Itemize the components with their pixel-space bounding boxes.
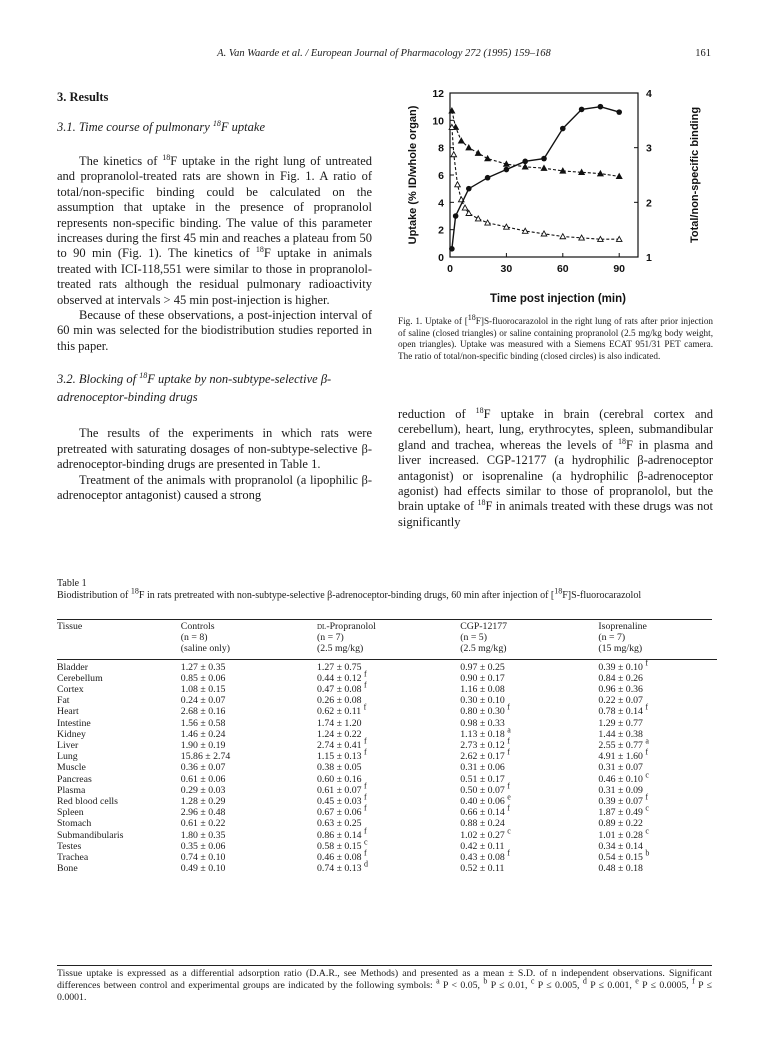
table-row — [57, 662, 717, 673]
table-row — [57, 684, 717, 695]
value-cell: 0.98 ± 0.33 — [460, 717, 505, 729]
value-cell: 2.55 ± 0.77 $^a$ — [598, 736, 649, 752]
value-cell: 2.73 ± 0.12 $^f$ — [460, 736, 510, 752]
x-tick-label: 90 — [613, 263, 626, 275]
column-header — [57, 632, 181, 643]
tissue-cell: Plasma — [57, 784, 86, 796]
value-cell: 0.74 ± 0.13 $^d$ — [316, 860, 368, 875]
value-cell: 1.01 ± 0.28 $^c$ — [598, 826, 649, 841]
table-title: Biodistribution of $^{18}$F in rats pretreated with non-subtype-selective β-adrenoceptor-binding drugs, 60 min after injection of [$^{18}$F]S-fluorocarazolol — [57, 586, 642, 601]
column-header: (n = 7) — [598, 632, 626, 644]
value-cell: 1.27 ± 0.35 — [180, 661, 226, 673]
data-point-circle — [598, 104, 604, 110]
value-cell: 1.90 ± 0.19 — [180, 740, 226, 752]
table-row — [57, 762, 717, 773]
x-tick-label: 0 — [447, 263, 453, 275]
figure-caption: Fig. 1. Uptake of [$^{18}$F]S-fluorocarazolol in the right lung of rats after prior injection of saline (closed triangles) or saline containing propranolol (2.5 mg/kg body weight, open triangles). Uptake was measured with a Siemens ECAT 951/31 PET camera. The ratio of total/non-specific binding (closed circles) is also indicated. — [398, 312, 714, 361]
y2-tick-label: 3 — [646, 142, 652, 155]
value-cell: 0.30 ± 0.10 — [460, 695, 505, 707]
data-point-open-triangle — [485, 220, 491, 225]
value-cell: 1.29 ± 0.77 — [598, 717, 643, 729]
column-header: (2.5 mg/kg) — [316, 643, 364, 655]
running-header — [0, 48, 768, 62]
table-row — [57, 852, 717, 863]
value-cell: 0.61 ± 0.06 — [180, 773, 226, 785]
column-header: Tissue — [57, 621, 83, 632]
tissue-cell: Intestine — [57, 717, 91, 729]
table-row — [57, 796, 717, 807]
value-cell: 0.44 ± 0.12 $^f$ — [316, 669, 367, 684]
y-tick-label: 0 — [438, 252, 444, 264]
value-cell: 1.15 ± 0.13 $^f$ — [316, 747, 367, 763]
paragraph: The results of the experiments in which rats were pretreated with saturating dosages of non-subtype-selective β-adrenoceptor-binding drugs are presented in Table 1. — [57, 426, 372, 472]
data-point-circle — [466, 186, 472, 192]
tissue-cell: Fat — [57, 695, 70, 707]
tissue-cell: Submandibularis — [57, 829, 124, 841]
value-cell: 0.97 ± 0.25 — [460, 661, 505, 673]
value-cell: 1.56 ± 0.58 — [180, 717, 226, 729]
data-point-open-triangle — [451, 152, 457, 157]
column-header: (15 mg/kg) — [598, 643, 643, 655]
value-cell: 0.63 ± 0.25 — [316, 818, 362, 830]
y2-tick-label: 4 — [646, 88, 652, 100]
value-cell: 0.74 ± 0.10 — [180, 852, 226, 864]
value-cell: 0.67 ± 0.06 $^f$ — [316, 803, 367, 819]
value-cell: 0.46 ± 0.10 $^c$ — [598, 770, 649, 785]
data-point-circle — [541, 156, 547, 162]
value-cell: 1.74 ± 1.20 — [316, 717, 362, 729]
data-point-open-triangle — [560, 234, 566, 239]
table-row — [57, 785, 717, 796]
table-row — [57, 729, 717, 740]
data-point-closed-triangle — [485, 156, 491, 161]
data-point-circle — [579, 107, 585, 113]
value-cell: 0.31 ± 0.07 — [598, 762, 643, 774]
table-row — [57, 774, 717, 785]
biodistribution-table — [57, 621, 717, 874]
value-cell: 0.24 ± 0.07 — [180, 695, 226, 707]
data-point-circle — [560, 126, 566, 132]
value-cell: 2.96 ± 0.48 — [180, 807, 226, 819]
value-cell: 0.58 ± 0.15 $^c$ — [316, 837, 368, 852]
series-line — [452, 111, 619, 177]
value-cell: 15.86 ± 2.74 — [180, 751, 231, 763]
value-cell: 1.28 ± 0.29 — [180, 796, 226, 808]
paragraph: Because of these observations, a post-injection interval of 60 min was selected for the biodistribution studies reported in this paper. — [57, 308, 372, 353]
value-cell: 0.85 ± 0.06 — [180, 672, 226, 684]
value-cell: 0.88 ± 0.24 — [460, 818, 505, 830]
table-row — [57, 673, 717, 684]
value-cell: 4.91 ± 1.60 $^f$ — [598, 747, 649, 763]
value-cell: 0.50 ± 0.07 $^f$ — [460, 781, 510, 796]
column-header: Isoprenaline — [598, 621, 647, 632]
data-point-closed-triangle — [541, 165, 547, 170]
column-header: dl-Propranolol — [316, 621, 376, 632]
data-point-circle — [616, 109, 622, 115]
x-tick-label: 30 — [500, 263, 513, 275]
value-cell: 0.80 ± 0.30 $^f$ — [460, 703, 510, 718]
table-row — [57, 706, 717, 717]
tissue-cell: Cerebellum — [57, 672, 103, 684]
tissue-cell: Spleen — [57, 807, 84, 819]
tissue-cell: Heart — [57, 706, 79, 718]
tissue-cell: Bone — [57, 863, 78, 875]
table-row — [57, 695, 717, 706]
y-tick-label: 10 — [432, 115, 444, 128]
data-point-open-triangle — [462, 205, 468, 210]
value-cell: 1.80 ± 0.35 — [180, 829, 226, 841]
tissue-cell: Liver — [57, 740, 79, 752]
y-tick-label: 12 — [432, 88, 444, 100]
data-point-closed-triangle — [475, 150, 481, 155]
value-cell: 0.60 ± 0.16 — [316, 773, 362, 785]
value-cell: 0.62 ± 0.11 $^f$ — [316, 703, 367, 718]
data-point-open-triangle — [475, 216, 481, 221]
table-header-row — [57, 643, 717, 659]
table-row — [57, 830, 717, 841]
tissue-cell: Bladder — [57, 661, 89, 673]
tissue-cell: Stomach — [57, 818, 92, 830]
value-cell: 1.44 ± 0.38 — [598, 728, 643, 740]
value-cell: 0.43 ± 0.08 $^f$ — [460, 848, 510, 864]
value-cell: 0.36 ± 0.07 — [180, 762, 226, 774]
subsection-title-2: 3.2. Blocking of $^{18}$F uptake by non-subtype-selective β-adrenoceptor-binding drugs — [57, 371, 332, 405]
y2-tick-label: 1 — [646, 252, 652, 264]
value-cell: 0.38 ± 0.05 — [316, 762, 362, 774]
column-header: CGP-12177 — [460, 621, 508, 632]
column-header: (saline only) — [180, 643, 231, 655]
value-cell: 0.26 ± 0.08 — [316, 695, 362, 707]
tissue-cell: Red blood cells — [57, 796, 118, 808]
value-cell: 0.52 ± 0.11 — [460, 863, 505, 875]
y-tick-label: 4 — [438, 197, 444, 210]
data-point-closed-triangle — [616, 174, 622, 179]
value-cell: 0.39 ± 0.07 $^f$ — [598, 792, 649, 808]
tissue-cell: Cortex — [57, 684, 84, 696]
x-axis-label: Time post injection (min) — [490, 293, 626, 305]
value-cell: 1.24 ± 0.22 — [316, 728, 362, 740]
data-point-circle — [485, 175, 491, 181]
value-cell: 0.40 ± 0.06 $^e$ — [460, 792, 511, 808]
table-row — [57, 807, 717, 818]
column-header: (n = 8) — [180, 632, 208, 644]
value-cell: 0.46 ± 0.08 $^f$ — [316, 848, 367, 864]
x-tick-label: 60 — [556, 263, 569, 275]
data-point-closed-triangle — [466, 145, 472, 150]
y-axis-label: Uptake (% ID/whole organ) — [407, 105, 419, 245]
value-cell: 2.62 ± 0.17 $^f$ — [460, 747, 510, 763]
left-column — [57, 90, 372, 503]
y2-tick-label: 2 — [646, 197, 652, 210]
column-header: (n = 5) — [460, 632, 487, 644]
value-cell: 1.16 ± 0.08 — [460, 684, 505, 696]
table-row — [57, 863, 717, 874]
paragraph: The kinetics of $^{18}$F uptake in the right lung of untreated and propranolol-treated rats are shown in Fig. 1. A ratio of total/non-specific binding could be calculated on the assumption that uptake in the presence of propranolol represents non-specific binding. The value of this parameter increases during the first 45 min and reaches a plateau from 50 to 90 min (Fig. 1). The kinetics of $^{18}$F uptake in animals treated with ICI-118,551 were similar to those in propranolol-treated rats although the residual pulmonary radioactivity observed at intervals > 45 min post-injection is higher. — [57, 152, 373, 307]
value-cell: 0.42 ± 0.11 — [460, 840, 505, 852]
value-cell: 0.90 ± 0.17 — [460, 672, 505, 684]
table-row — [57, 751, 717, 762]
value-cell: 0.48 ± 0.18 — [598, 863, 643, 875]
value-cell: 0.35 ± 0.06 — [180, 840, 226, 852]
value-cell: 1.02 ± 0.27 $^c$ — [460, 826, 511, 841]
figure-1 — [398, 85, 716, 355]
value-cell: 0.54 ± 0.15 $^b$ — [598, 848, 650, 864]
table-header-row — [57, 621, 717, 632]
running-title: A. Van Waarde et al. / European Journal of Pharmacology 272 (1995) 159–168 — [217, 48, 551, 59]
table-row — [57, 740, 717, 751]
data-point-circle — [522, 159, 528, 165]
value-cell: 0.29 ± 0.03 — [180, 784, 226, 796]
tissue-cell: Muscle — [57, 762, 86, 774]
y2-axis-label: Total/non-specific binding — [689, 106, 701, 244]
value-cell: 0.49 ± 0.10 — [180, 863, 226, 875]
value-cell: 0.86 ± 0.14 $^f$ — [316, 826, 367, 841]
column-header: (n = 7) — [316, 632, 344, 644]
value-cell: 0.34 ± 0.14 — [598, 840, 643, 852]
y-tick-label: 6 — [438, 170, 444, 182]
page-number: 161 — [695, 48, 711, 59]
value-cell: 0.78 ± 0.14 $^f$ — [598, 703, 649, 718]
data-point-circle — [453, 213, 459, 219]
column-header: (2.5 mg/kg) — [460, 643, 507, 655]
tissue-cell: Testes — [57, 840, 82, 852]
value-cell: 1.08 ± 0.15 — [180, 684, 226, 696]
column-header: Controls — [180, 621, 215, 632]
value-cell: 1.27 ± 0.75 — [316, 661, 362, 673]
tissue-cell: Trachea — [57, 852, 89, 864]
value-cell: 0.61 ± 0.07 $^f$ — [316, 781, 367, 796]
value-cell: 0.39 ± 0.10 $^f$ — [598, 658, 649, 673]
section-title: 3. Results — [57, 90, 109, 104]
data-point-circle — [449, 246, 455, 252]
right-column-paragraph: reduction of $^{18}$F uptake in brain (cerebral cortex and cerebellum), heart, lung, erythrocytes, spleen, submandibular gland and trachea, whereas the levels of $^{18}$F in plasma and liver increased. CGP-12177 (a hydrophilic β-adrenoceptor antagonist) or isoprenaline (a hydrophilic β-adrenoceptor agonist) had effects similar to those of propranolol, but the brain uptake of $^{18}$F in animals treated with these drugs was not significantly — [398, 405, 714, 529]
value-cell: 0.89 ± 0.22 — [598, 818, 643, 830]
value-cell: 0.31 ± 0.06 — [460, 762, 505, 774]
value-cell: 0.47 ± 0.08 $^f$ — [316, 680, 367, 696]
value-cell: 1.13 ± 0.18 $^a$ — [460, 725, 511, 740]
value-cell: 0.96 ± 0.36 — [598, 684, 643, 696]
y-tick-label: 8 — [438, 142, 444, 155]
value-cell: 0.22 ± 0.07 — [598, 695, 643, 707]
value-cell: 1.46 ± 0.24 — [180, 728, 226, 740]
value-cell: 2.74 ± 0.41 $^f$ — [316, 736, 367, 752]
value-cell: 2.68 ± 0.16 — [180, 706, 226, 718]
series-line — [452, 107, 619, 249]
table-row — [57, 718, 717, 729]
tissue-cell: Kidney — [57, 728, 86, 740]
uptake-chart — [398, 85, 716, 317]
table-row — [57, 818, 717, 829]
table-footnote: Tissue uptake is expressed as a differential adsorption ratio (D.A.R., see Methods) and presented as a mean ± S.D. of n independent observations. Significant differences between control and experimental groups are indicated by the following symbols: $^a$ P < 0.05, $^b$ P ≤ 0.01, $^c$ P ≤ 0.005, $^d$ P ≤ 0.001, $^e$ P ≤ 0.0005, $^f$ P ≤ 0.0001. — [57, 968, 712, 1003]
data-point-circle — [504, 167, 510, 173]
tissue-cell: Pancreas — [57, 773, 92, 785]
value-cell: 0.45 ± 0.03 $^f$ — [316, 792, 367, 808]
column-header — [57, 643, 181, 659]
data-point-open-triangle — [455, 182, 461, 187]
y-tick-label: 2 — [438, 224, 444, 237]
tissue-cell: Lung — [57, 751, 78, 763]
data-point-closed-triangle — [458, 138, 464, 143]
value-cell: 0.51 ± 0.17 — [460, 773, 505, 785]
value-cell: 0.66 ± 0.14 $^f$ — [460, 803, 510, 819]
table-row — [57, 841, 717, 852]
subsection-title-1: 3.1. Time course of pulmonary $^{18}$F uptake — [57, 118, 265, 134]
value-cell: 1.87 ± 0.49 $^c$ — [598, 803, 649, 819]
value-cell: 0.61 ± 0.22 — [180, 818, 226, 830]
paragraph: Treatment of the animals with propranolol (a lipophilic β-adrenoceptor antagonist) caused a strong — [57, 472, 372, 502]
value-cell: 0.84 ± 0.26 — [598, 672, 643, 684]
table-header-row — [57, 632, 717, 643]
table-label: Table 1 — [57, 578, 87, 589]
value-cell: 0.31 ± 0.09 — [598, 784, 643, 796]
